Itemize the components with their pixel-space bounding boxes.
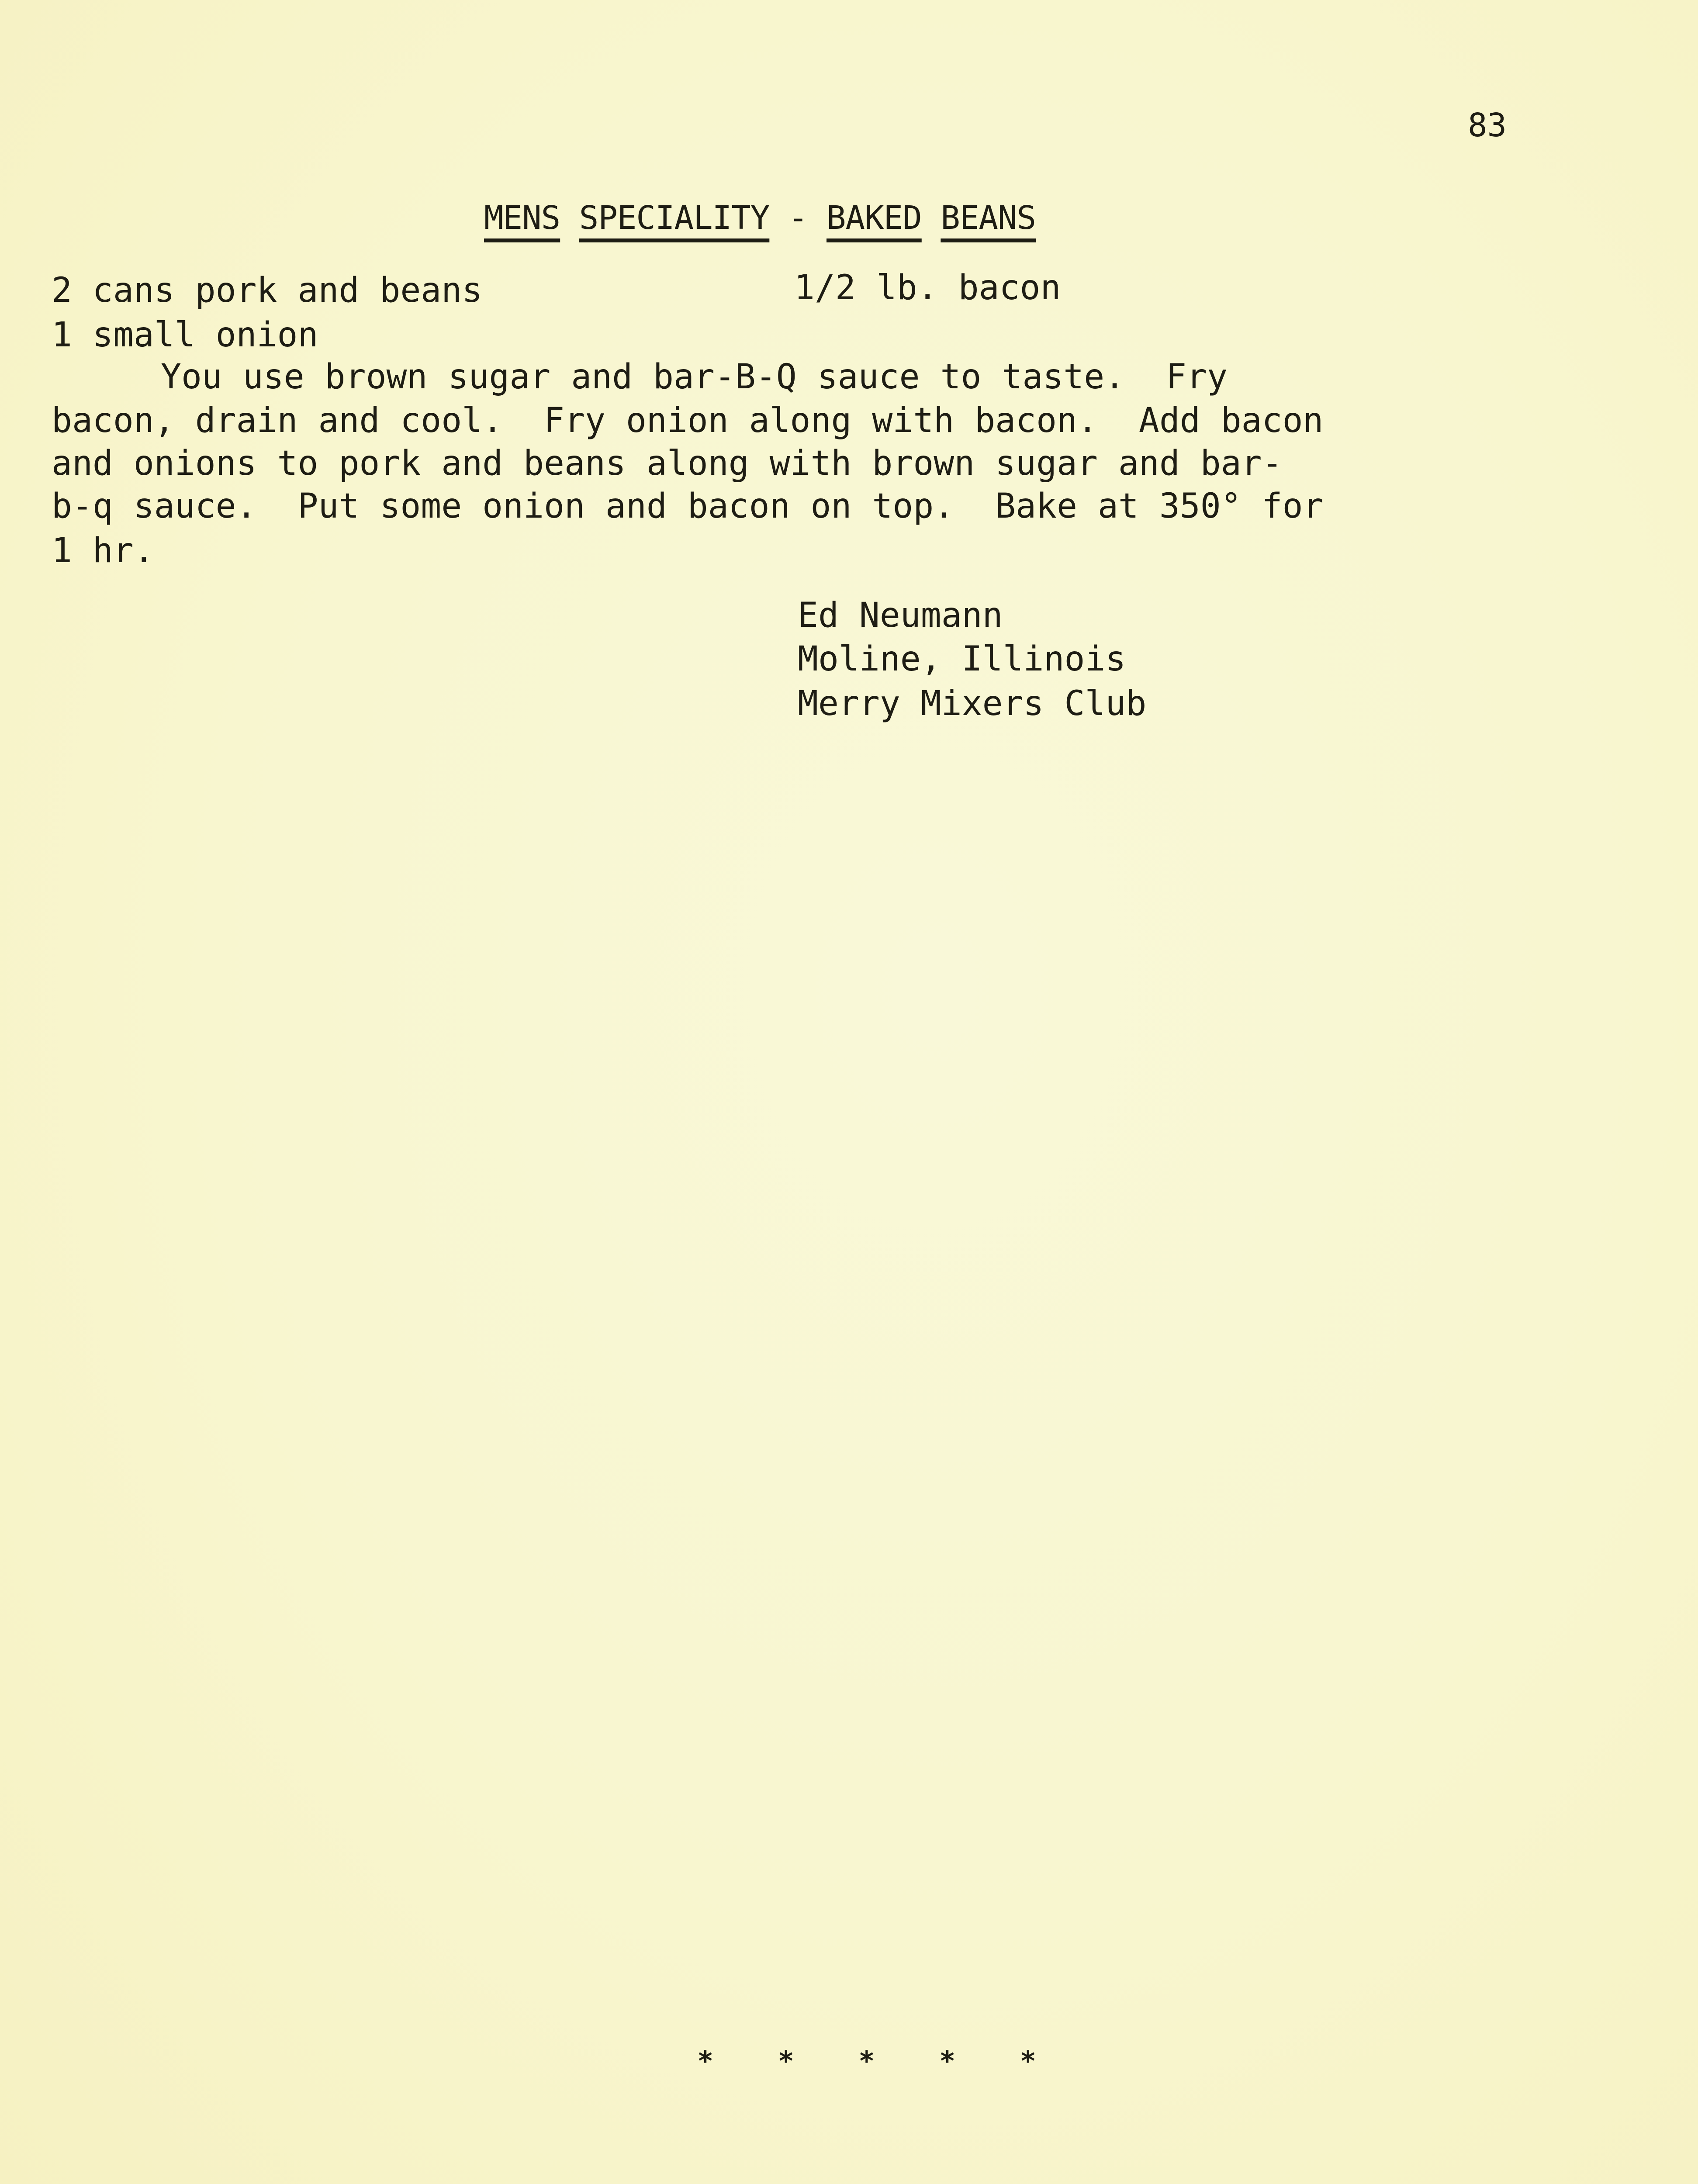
title-word-mens: MENS [484, 199, 560, 237]
instructions-line-5: 1 hr. [52, 531, 154, 570]
title-word-baked: BAKED [827, 199, 922, 237]
contributor-club: Merry Mixers Club [798, 684, 1147, 723]
ingredient-pork-and-beans: 2 cans pork and beans [52, 271, 483, 310]
ingredient-onion: 1 small onion [52, 315, 318, 355]
section-divider-stars: * * * * * [697, 2045, 1060, 2077]
instructions-line-2: bacon, drain and cool. Fry onion along with bacon. Add bacon [52, 401, 1324, 440]
title-dash: - [788, 199, 808, 237]
title-word-speciality: SPECIALITY [579, 199, 770, 237]
instructions-line-3: and onions to pork and beans along with brown sugar and bar- [52, 444, 1283, 483]
recipe-title [484, 199, 1036, 237]
instructions-line-4: b-q sauce. Put some onion and bacon on top. Bake at 350° for [52, 487, 1324, 526]
title-word-beans: BEANS [941, 199, 1036, 237]
ingredient-bacon: 1/2 lb. bacon [794, 268, 1061, 308]
page-number: 83 [1468, 107, 1507, 144]
contributor-location: Moline, Illinois [798, 639, 1126, 679]
instructions-line-1: You use brown sugar and bar-B-Q sauce to taste. Fry [161, 357, 1228, 397]
contributor-name: Ed Neumann [798, 596, 1003, 635]
